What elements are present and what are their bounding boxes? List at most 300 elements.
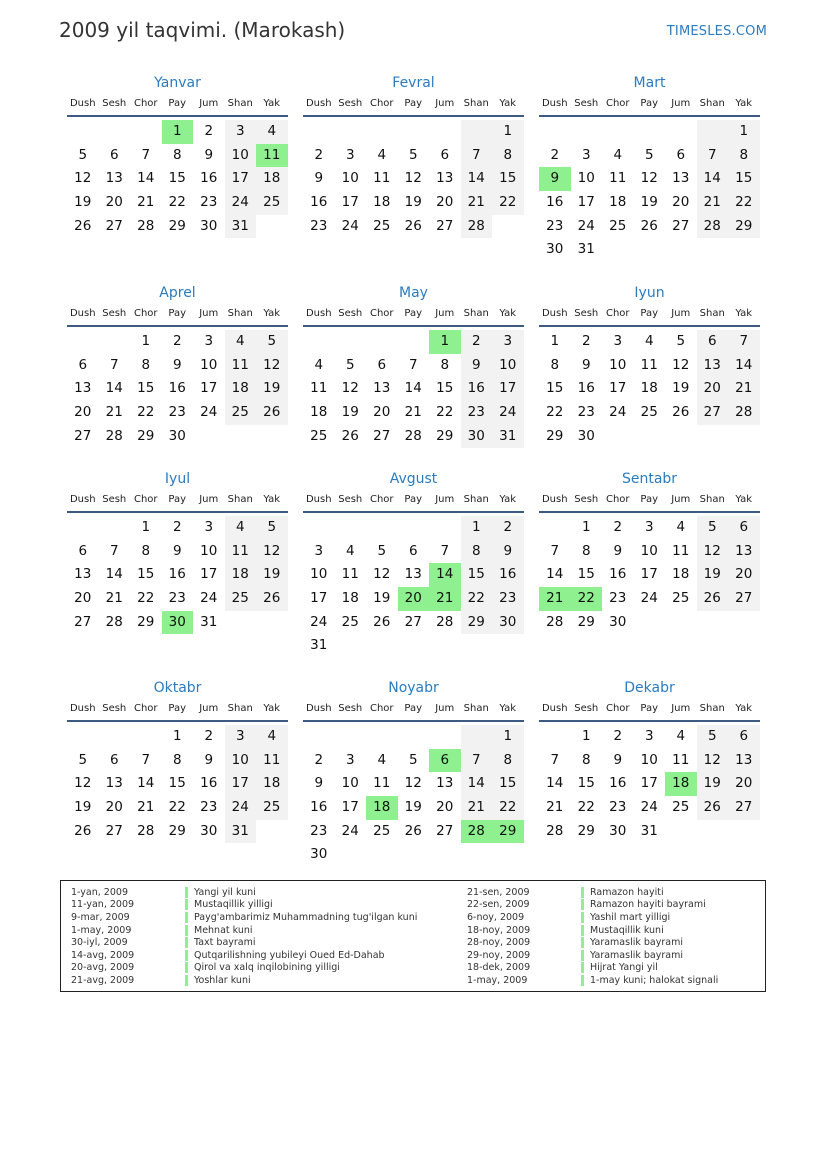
day-cell: 25	[341, 613, 359, 630]
day-cell: 10	[492, 354, 524, 378]
day-cell: 7	[440, 542, 450, 559]
day-cell: 12	[74, 775, 92, 792]
day-cell: 4	[314, 356, 324, 373]
day-cell: 30	[168, 427, 186, 444]
empty-day-cell	[697, 820, 729, 844]
week-row	[303, 401, 524, 425]
day-cell: 20	[672, 194, 690, 211]
day-cell: 26	[697, 587, 729, 611]
week-row	[303, 377, 524, 401]
day-cell: 27	[436, 217, 454, 234]
day-cell: 26	[640, 217, 658, 234]
day-cell: 27	[672, 217, 690, 234]
weekday-label: Jum	[435, 308, 455, 319]
month-grid	[539, 725, 760, 843]
month-name: Aprel	[159, 285, 196, 301]
empty-day-cell	[665, 120, 697, 144]
holiday-day-cell: 22	[571, 587, 603, 611]
day-cell: 2	[613, 728, 623, 744]
month-grid	[539, 120, 760, 262]
day-cell: 26	[672, 404, 690, 421]
day-cell: 9	[314, 170, 324, 187]
day-cell: 3	[225, 120, 257, 144]
week-row	[67, 820, 288, 844]
day-cell: 31	[640, 822, 658, 839]
day-cell: 13	[436, 170, 454, 187]
day-cell: 6	[408, 542, 418, 559]
day-cell: 22	[546, 404, 564, 421]
empty-day-cell	[366, 843, 398, 867]
day-cell: 5	[256, 330, 288, 354]
day-cell: 18	[672, 566, 690, 583]
day-cell: 19	[256, 563, 288, 587]
day-cell: 5	[345, 356, 355, 373]
week-row	[539, 516, 760, 540]
month-divider	[539, 325, 760, 327]
day-cell: 8	[492, 749, 524, 773]
legend-date: 18-noy, 2009	[467, 924, 531, 936]
month-grid	[303, 330, 524, 448]
week-row	[67, 425, 288, 449]
weekday-label: Jum	[435, 703, 455, 714]
day-cell: 31	[492, 425, 524, 449]
legend-date: 14-avg, 2009	[71, 949, 135, 961]
weekday-label: Sesh	[102, 703, 127, 714]
week-row	[539, 772, 760, 796]
month-sentabr	[539, 470, 760, 634]
day-cell: 3	[204, 519, 214, 535]
month-grid	[67, 330, 288, 448]
day-cell: 11	[672, 542, 690, 559]
day-cell: 27	[728, 796, 760, 820]
day-cell: 23	[168, 590, 186, 607]
legend-color-marker	[581, 887, 584, 898]
day-cell: 25	[225, 587, 257, 611]
day-cell: 6	[440, 146, 450, 163]
legend-color-marker	[581, 962, 584, 973]
week-row	[539, 191, 760, 215]
week-row	[303, 843, 524, 867]
month-divider	[67, 511, 288, 513]
day-cell: 10	[341, 775, 359, 792]
day-cell: 11	[341, 566, 359, 583]
week-row	[303, 354, 524, 378]
week-row	[67, 516, 288, 540]
day-cell: 10	[200, 542, 218, 559]
legend-color-marker	[185, 912, 188, 923]
day-cell: 2	[204, 123, 214, 139]
weekday-label: Pay	[640, 703, 659, 714]
weekday-label: Yak	[735, 703, 753, 714]
weekday-label: Shan	[699, 494, 725, 505]
day-cell: 28	[404, 427, 422, 444]
weekday-label: Pay	[404, 494, 423, 505]
day-cell: 7	[109, 542, 119, 559]
legend-color-marker	[185, 962, 188, 973]
weekday-label: Chor	[369, 98, 394, 109]
month-grid	[303, 725, 524, 867]
holiday-day-cell: 20	[398, 587, 430, 611]
weekday-header	[539, 702, 760, 716]
day-cell: 19	[341, 404, 359, 421]
day-cell: 4	[345, 542, 355, 559]
empty-day-cell	[366, 120, 398, 144]
weekday-label: Chor	[605, 308, 630, 319]
day-cell: 16	[310, 194, 328, 211]
day-cell: 7	[109, 356, 119, 373]
empty-day-cell	[335, 120, 367, 144]
month-grid	[303, 516, 524, 658]
legend-row	[61, 936, 417, 949]
empty-day-cell	[492, 843, 524, 867]
week-row	[539, 587, 760, 611]
day-cell: 4	[676, 519, 686, 535]
day-cell: 29	[461, 611, 493, 635]
page-title: 2009 yil taqvimi. (Marokash)	[59, 18, 346, 42]
weekday-label: Shan	[463, 98, 489, 109]
month-divider	[539, 115, 760, 117]
day-cell: 14	[137, 170, 155, 187]
weekday-label: Shan	[227, 308, 253, 319]
day-cell: 1	[461, 516, 493, 540]
day-cell: 18	[609, 194, 627, 211]
day-cell: 8	[461, 540, 493, 564]
holiday-day-cell: 1	[162, 120, 194, 144]
day-cell: 5	[697, 725, 729, 749]
empty-day-cell	[303, 120, 335, 144]
day-cell: 14	[546, 566, 564, 583]
legend-holiday-name: Yoshlar kuni	[194, 974, 251, 986]
day-cell: 27	[404, 613, 422, 630]
legend-row	[457, 936, 718, 949]
weekday-label: Jum	[199, 308, 219, 319]
day-cell: 8	[172, 146, 182, 163]
weekday-label: Dush	[541, 98, 568, 109]
day-cell: 10	[310, 566, 328, 583]
day-cell: 26	[404, 217, 422, 234]
legend-row	[457, 886, 718, 899]
week-row	[539, 215, 760, 239]
empty-day-cell	[99, 516, 131, 540]
day-cell: 30	[577, 427, 595, 444]
day-cell: 19	[74, 799, 92, 816]
legend-row	[61, 962, 417, 975]
week-row	[67, 772, 288, 796]
day-cell: 30	[492, 611, 524, 635]
weekday-header	[539, 97, 760, 111]
empty-day-cell	[256, 215, 288, 239]
day-cell: 19	[697, 563, 729, 587]
legend-holiday-name: Yaramaslik bayrami	[590, 937, 683, 949]
day-cell: 3	[613, 333, 623, 349]
day-cell: 13	[728, 749, 760, 773]
month-grid	[303, 120, 524, 238]
day-cell: 13	[404, 566, 422, 583]
day-cell: 27	[697, 401, 729, 425]
day-cell: 9	[613, 751, 623, 768]
day-cell: 5	[78, 751, 88, 768]
day-cell: 1	[141, 519, 151, 535]
day-cell: 26	[74, 822, 92, 839]
weekday-label: Shan	[463, 308, 489, 319]
week-row	[67, 377, 288, 401]
empty-day-cell	[697, 238, 729, 262]
day-cell: 13	[105, 775, 123, 792]
legend-date: 1-may, 2009	[467, 974, 528, 986]
day-cell: 28	[105, 613, 123, 630]
day-cell: 14	[546, 775, 564, 792]
week-row	[303, 425, 524, 449]
week-row	[303, 540, 524, 564]
day-cell: 3	[225, 725, 257, 749]
day-cell: 3	[581, 146, 591, 163]
day-cell: 2	[492, 516, 524, 540]
day-cell: 17	[341, 799, 359, 816]
empty-day-cell	[492, 634, 524, 658]
day-cell: 6	[697, 330, 729, 354]
day-cell: 16	[200, 170, 218, 187]
month-name: Fevral	[392, 75, 435, 91]
week-row	[303, 144, 524, 168]
empty-day-cell	[634, 425, 666, 449]
day-cell: 29	[137, 613, 155, 630]
day-cell: 23	[310, 822, 328, 839]
month-aprel	[67, 284, 288, 448]
day-cell: 12	[373, 566, 391, 583]
week-row	[67, 167, 288, 191]
empty-day-cell	[665, 425, 697, 449]
day-cell: 7	[550, 751, 560, 768]
day-cell: 4	[377, 146, 387, 163]
day-cell: 27	[373, 427, 391, 444]
weekday-label: Pay	[168, 98, 187, 109]
day-cell: 16	[492, 563, 524, 587]
weekday-label: Dush	[69, 98, 96, 109]
day-cell: 3	[314, 542, 324, 559]
day-cell: 14	[105, 380, 123, 397]
day-cell: 30	[310, 846, 328, 863]
day-cell: 23	[200, 799, 218, 816]
week-row	[67, 796, 288, 820]
weekday-label: Pay	[640, 308, 659, 319]
day-cell: 4	[377, 751, 387, 768]
day-cell: 9	[492, 540, 524, 564]
week-row	[303, 611, 524, 635]
weekday-label: Sesh	[574, 703, 599, 714]
legend-row	[457, 924, 718, 937]
day-cell: 11	[225, 354, 257, 378]
week-row	[303, 120, 524, 144]
day-cell: 8	[141, 356, 151, 373]
day-cell: 27	[74, 427, 92, 444]
day-cell: 29	[168, 217, 186, 234]
empty-day-cell	[99, 725, 131, 749]
day-cell: 15	[577, 566, 595, 583]
weekday-label: Sesh	[102, 98, 127, 109]
day-cell: 26	[404, 822, 422, 839]
empty-day-cell	[225, 425, 257, 449]
weekday-label: Sesh	[338, 703, 363, 714]
day-cell: 18	[310, 404, 328, 421]
day-cell: 16	[609, 775, 627, 792]
weekday-header	[67, 702, 288, 716]
day-cell: 31	[310, 637, 328, 654]
day-cell: 6	[78, 542, 88, 559]
day-cell: 24	[200, 590, 218, 607]
day-cell: 18	[256, 167, 288, 191]
day-cell: 8	[141, 542, 151, 559]
day-cell: 9	[581, 356, 591, 373]
day-cell: 26	[256, 587, 288, 611]
day-cell: 30	[461, 425, 493, 449]
empty-day-cell	[602, 238, 634, 262]
empty-day-cell	[602, 120, 634, 144]
day-cell: 20	[436, 194, 454, 211]
day-cell: 19	[256, 377, 288, 401]
day-cell: 8	[728, 144, 760, 168]
weekday-label: Jum	[199, 98, 219, 109]
day-cell: 19	[640, 194, 658, 211]
day-cell: 12	[74, 170, 92, 187]
empty-day-cell	[130, 120, 162, 144]
day-cell: 17	[200, 566, 218, 583]
week-row	[303, 772, 524, 796]
day-cell: 1	[581, 728, 591, 744]
day-cell: 28	[546, 822, 564, 839]
legend-holiday-name: Mustaqillik kuni	[590, 924, 664, 936]
day-cell: 5	[377, 542, 387, 559]
legend-holiday-name: Taxt bayrami	[194, 937, 256, 949]
day-cell: 28	[137, 217, 155, 234]
day-cell: 24	[310, 613, 328, 630]
holiday-day-cell: 21	[539, 587, 571, 611]
day-cell: 29	[728, 215, 760, 239]
weekday-label: Pay	[640, 494, 659, 505]
day-cell: 20	[105, 194, 123, 211]
brand-link[interactable]: TIMESLES.COM	[666, 24, 767, 39]
legend-date: 21-avg, 2009	[71, 974, 135, 986]
day-cell: 6	[109, 751, 119, 768]
day-cell: 22	[436, 404, 454, 421]
weekday-label: Jum	[671, 98, 691, 109]
day-cell: 7	[461, 749, 493, 773]
day-cell: 2	[204, 728, 214, 744]
day-cell: 12	[256, 540, 288, 564]
empty-day-cell	[429, 725, 461, 749]
day-cell: 26	[373, 613, 391, 630]
empty-day-cell	[366, 634, 398, 658]
legend-color-marker	[581, 975, 584, 986]
day-cell: 8	[581, 751, 591, 768]
week-row	[539, 563, 760, 587]
day-cell: 27	[436, 822, 454, 839]
weekday-label: Chor	[133, 308, 158, 319]
day-cell: 29	[168, 822, 186, 839]
legend-date: 21-sen, 2009	[467, 886, 530, 898]
empty-day-cell	[429, 516, 461, 540]
week-row	[539, 796, 760, 820]
weekday-header	[303, 702, 524, 716]
legend-color-marker	[185, 950, 188, 961]
day-cell: 30	[609, 613, 627, 630]
legend-color-marker	[581, 950, 584, 961]
weekday-label: Shan	[227, 703, 253, 714]
empty-day-cell	[429, 120, 461, 144]
day-cell: 15	[577, 775, 595, 792]
week-row	[67, 587, 288, 611]
day-cell: 19	[404, 799, 422, 816]
empty-day-cell	[665, 238, 697, 262]
empty-day-cell	[335, 843, 367, 867]
day-cell: 25	[225, 401, 257, 425]
day-cell: 20	[74, 590, 92, 607]
day-cell: 21	[728, 377, 760, 401]
day-cell: 24	[640, 799, 658, 816]
empty-day-cell	[665, 611, 697, 635]
month-yanvar	[67, 74, 288, 238]
day-cell: 10	[225, 749, 257, 773]
legend-holiday-name: Yashil mart yilligi	[590, 911, 671, 923]
weekday-label: Chor	[369, 308, 394, 319]
day-cell: 10	[577, 170, 595, 187]
day-cell: 3	[644, 728, 654, 744]
month-mart	[539, 74, 760, 262]
day-cell: 12	[672, 356, 690, 373]
day-cell: 14	[137, 775, 155, 792]
day-cell: 7	[728, 330, 760, 354]
weekday-label: Yak	[499, 494, 517, 505]
legend-holiday-name: 1-may kuni; halokat signali	[590, 974, 719, 986]
weekday-label: Chor	[605, 98, 630, 109]
legend-row	[457, 911, 718, 924]
day-cell: 30	[546, 241, 564, 258]
day-cell: 20	[74, 404, 92, 421]
legend-holiday-name: Payg'ambarimiz Muhammadning tug'ilgan kuni	[194, 911, 418, 923]
day-cell: 15	[728, 167, 760, 191]
weekday-label: Sesh	[102, 494, 127, 505]
day-cell: 31	[225, 215, 257, 239]
day-cell: 29	[546, 427, 564, 444]
weekday-label: Jum	[671, 308, 691, 319]
day-cell: 3	[345, 146, 355, 163]
day-cell: 22	[168, 799, 186, 816]
day-cell: 27	[728, 587, 760, 611]
week-row	[303, 725, 524, 749]
day-cell: 29	[436, 427, 454, 444]
day-cell: 9	[172, 356, 182, 373]
legend-color-marker	[581, 899, 584, 910]
legend-row	[457, 974, 718, 987]
legend-color-marker	[185, 899, 188, 910]
day-cell: 29	[137, 427, 155, 444]
empty-day-cell	[366, 516, 398, 540]
day-cell: 15	[492, 772, 524, 796]
month-may	[303, 284, 524, 448]
day-cell: 21	[137, 799, 155, 816]
day-cell: 14	[697, 167, 729, 191]
month-divider	[303, 115, 524, 117]
legend-color-marker	[185, 975, 188, 986]
month-divider	[303, 511, 524, 513]
day-cell: 2	[314, 146, 324, 163]
day-cell: 12	[697, 540, 729, 564]
empty-day-cell	[335, 725, 367, 749]
empty-day-cell	[461, 843, 493, 867]
day-cell: 20	[728, 772, 760, 796]
weekday-label: Yak	[735, 98, 753, 109]
day-cell: 13	[74, 566, 92, 583]
weekday-header	[539, 493, 760, 507]
